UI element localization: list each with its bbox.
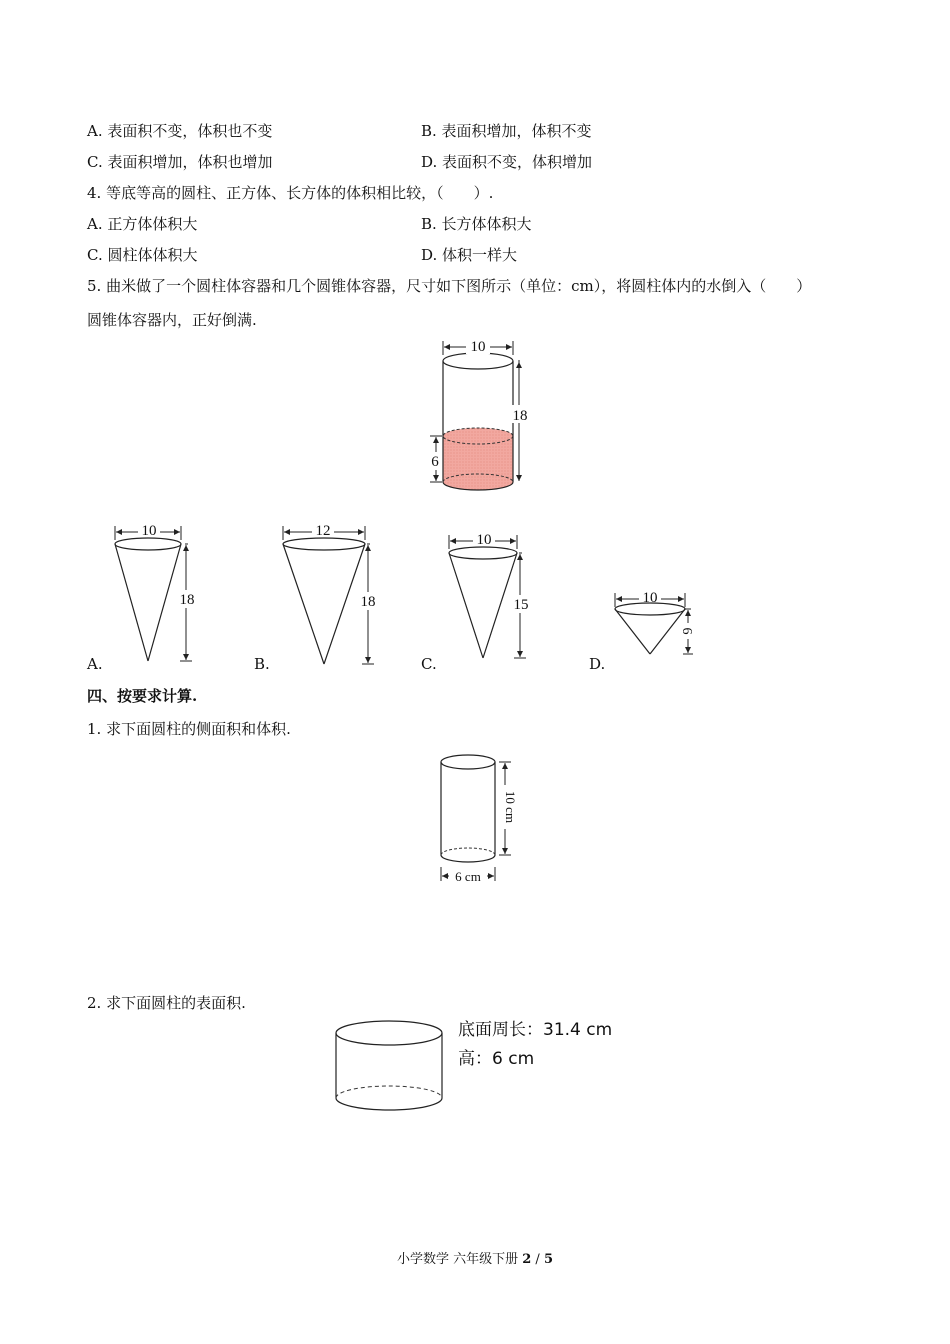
cone-a-height: 18	[179, 592, 195, 608]
q3-option-b: B. 表面积增加，体积不变	[421, 122, 592, 140]
cone-c-letter: C.	[421, 655, 437, 673]
cone-d-letter: D.	[589, 655, 606, 673]
cone-a-letter: A.	[87, 655, 103, 673]
s4-q1-height-label: 10 cm	[503, 790, 518, 824]
cone-a-diameter: 10	[141, 523, 157, 539]
footer-sep: /	[531, 1252, 544, 1267]
q3-option-c: C. 表面积增加，体积也增加	[87, 153, 273, 171]
cone-c-diameter: 10	[476, 532, 492, 548]
footer-text: 小学数学 六年级下册	[396, 1252, 523, 1267]
s4-q2-text: 2. 求下面圆柱的表面积.	[87, 994, 246, 1012]
s4-q1-cylinder-figure	[425, 745, 535, 885]
cone-d-diameter: 10	[642, 590, 658, 606]
q4-option-d: D. 体积一样大	[421, 246, 518, 264]
cone-d-figure	[605, 588, 715, 668]
q4-option-c: C. 圆柱体体积大	[87, 246, 198, 264]
cone-b-height: 18	[360, 594, 376, 610]
cylinder-height-label: 18	[512, 408, 528, 424]
cone-b-letter: B.	[254, 655, 270, 673]
water-height-label: 6	[431, 454, 439, 470]
cone-a-figure	[100, 520, 210, 670]
s4-q2-info-line1: 底面周长：31.4 cm	[458, 1020, 613, 1040]
q5-stem-line1: 5. 曲米做了一个圆柱体容器和几个圆锥体容器，尺寸如下图所示（单位：cm），将圆柱体内的水倒入（ ）	[87, 277, 812, 295]
footer-total: 5	[543, 1252, 553, 1267]
q4-option-b: B. 长方体体积大	[421, 215, 532, 233]
cone-c-height: 15	[513, 597, 529, 613]
water-fill	[443, 428, 513, 490]
s4-q1-text: 1. 求下面圆柱的侧面积和体积.	[87, 720, 291, 738]
section-4-title: 四、按要求计算.	[87, 687, 198, 705]
footer-page: 2	[522, 1252, 532, 1267]
cylinder-diameter-label: 10	[470, 339, 486, 355]
cone-b-diameter: 12	[315, 523, 331, 539]
s4-q1-diameter-label: 6 cm	[455, 869, 481, 884]
q5-cylinder-figure	[420, 335, 540, 495]
q3-option-d: D. 表面积不变，体积增加	[421, 153, 593, 171]
cone-d-height: 6	[679, 627, 694, 635]
cone-c-figure	[435, 530, 545, 680]
cone-b-figure	[270, 520, 380, 670]
q4-stem: 4. 等底等高的圆柱、正方体、长方体的体积相比较，（ ）.	[87, 184, 494, 202]
q5-stem-line2: 圆锥体容器内，正好倒满.	[87, 311, 257, 329]
page-footer	[0, 1248, 950, 1267]
s4-q2-cylinder-figure	[330, 1016, 450, 1116]
q4-option-a: A. 正方体体积大	[87, 215, 198, 233]
s4-q2-info-line2: 高：6 cm	[458, 1049, 535, 1069]
q3-option-a: A. 表面积不变，体积也不变	[87, 122, 273, 140]
